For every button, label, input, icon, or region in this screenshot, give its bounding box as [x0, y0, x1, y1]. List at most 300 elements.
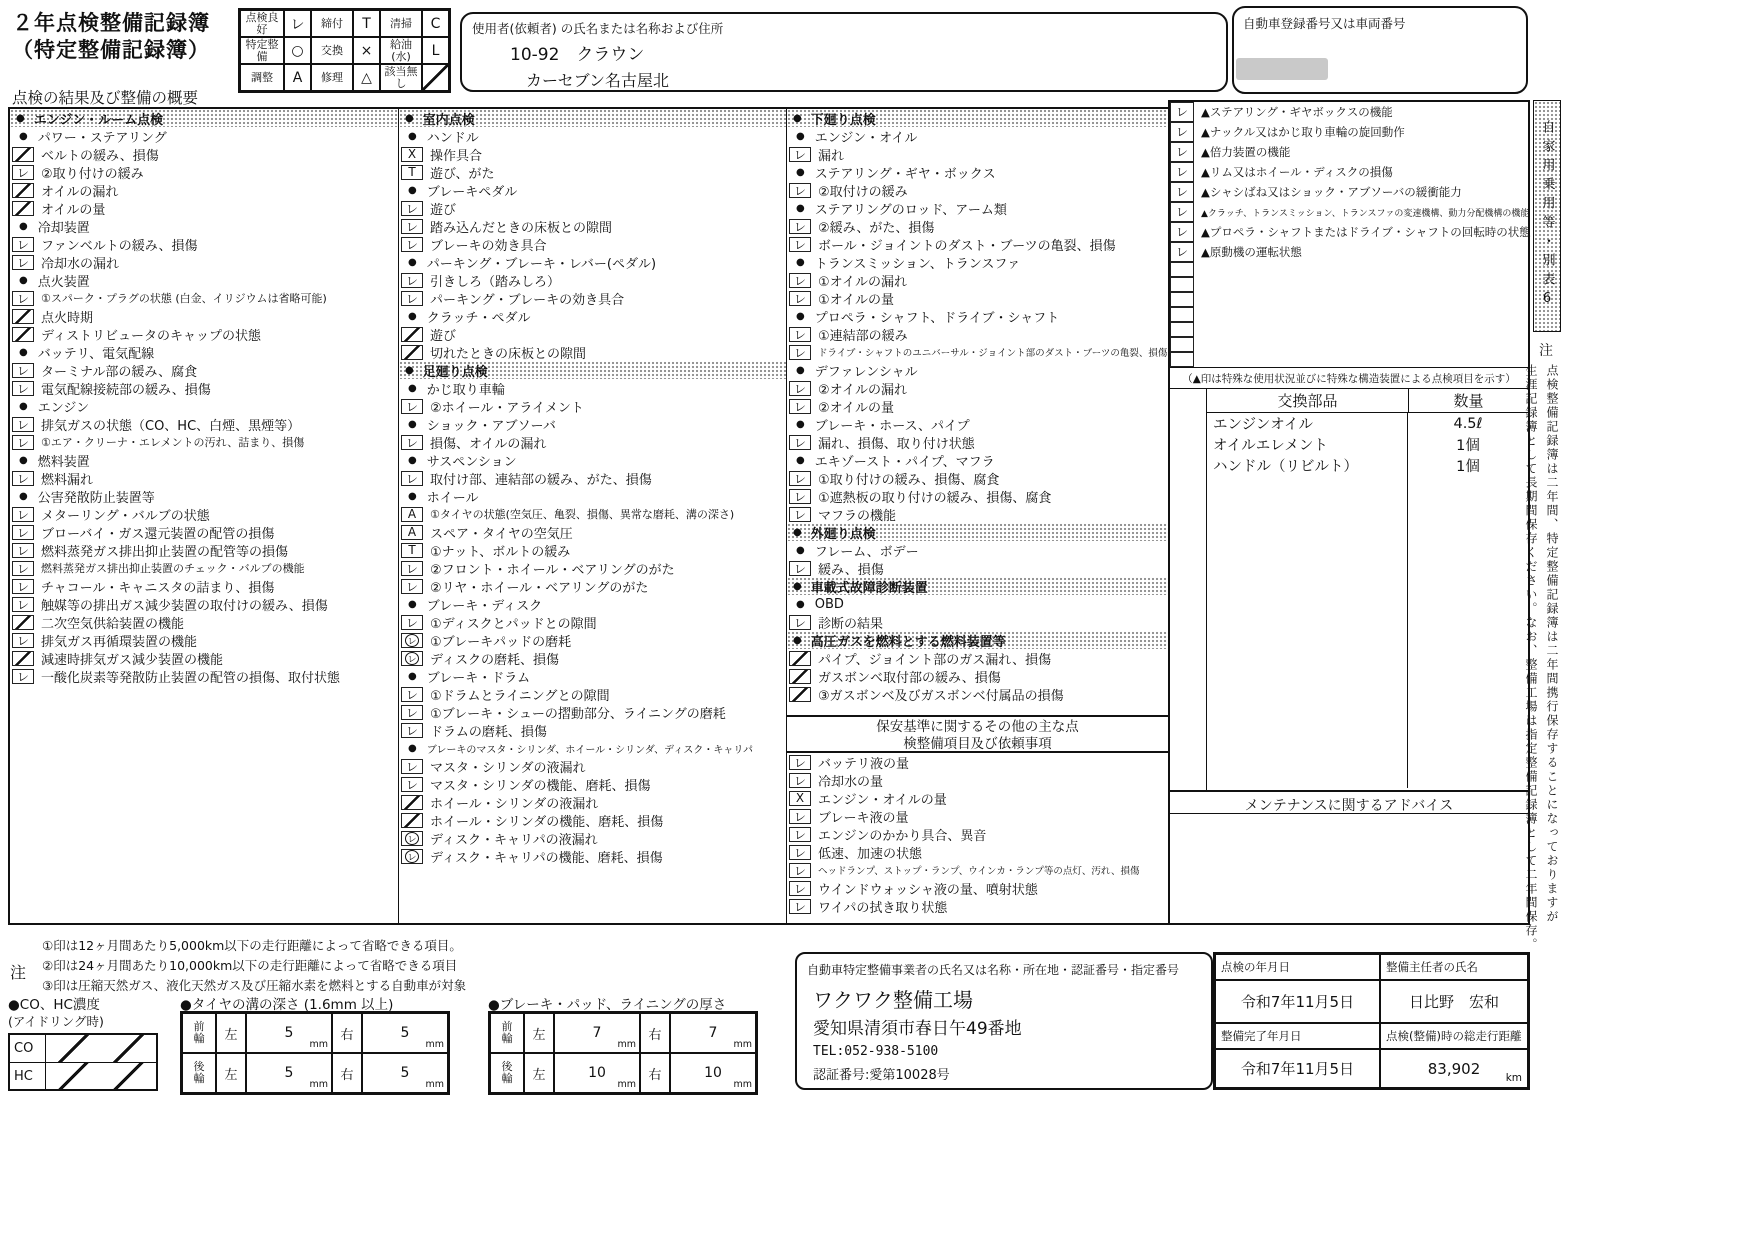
- section-header: [787, 199, 1168, 217]
- check-mark-box: レ: [12, 363, 34, 378]
- check-mark-box: レ: [12, 633, 34, 648]
- check-mark-box: レ: [12, 525, 34, 540]
- legend-label: 締付: [311, 10, 353, 37]
- measure-value: 5: [284, 1025, 294, 1041]
- bullet-icon: ●: [408, 418, 417, 430]
- inspection-item-row: [787, 181, 1168, 199]
- inspection-item-label: エンジン・オイルの量: [818, 792, 947, 808]
- inspection-item-label: ブローバイ・ガス還元装置の配管の損傷: [41, 526, 275, 542]
- check-mark-box: レ: [789, 845, 811, 860]
- bullet-icon: ●: [405, 112, 414, 124]
- check-mark-box: レ: [401, 723, 423, 738]
- circled-check-mark: レ: [405, 634, 419, 647]
- inspection-item-label: 燃料蒸発ガス排出抑止装置のチェック・バルブの機能: [41, 562, 305, 575]
- inspection-item-row: [787, 559, 1168, 577]
- major-section-header: [787, 523, 1168, 541]
- bullet-icon: ●: [16, 112, 25, 124]
- checklist-main-box: [8, 107, 1170, 925]
- parts-rows: [1207, 413, 1528, 788]
- inspection-item-row: [399, 343, 786, 361]
- section-title: ブレーキ・ドラム: [426, 670, 531, 686]
- bullet-icon: ●: [19, 274, 28, 286]
- legend-label: 給油(水): [380, 37, 422, 64]
- major-section-header: [787, 631, 1168, 649]
- bullet-icon: ●: [408, 490, 417, 502]
- inspection-item-label: 遊び: [430, 328, 457, 344]
- odometer-label: 点検(整備)時の総走行距離: [1380, 1023, 1528, 1049]
- check-mark-box: レ: [1170, 222, 1194, 242]
- inspection-item-label: ファンベルトの緩み、損傷: [41, 238, 198, 254]
- legend-label: 修理: [311, 64, 353, 91]
- bullet-icon: ●: [796, 364, 805, 376]
- check-mark-box: [1170, 307, 1194, 322]
- section-title: プロペラ・シャフト、ドライブ・シャフト: [814, 310, 1060, 326]
- registration-number-box: [1232, 6, 1528, 94]
- co-hc-row: [10, 1035, 156, 1062]
- inspection-item-label: 電気配線接続部の緩み、損傷: [41, 382, 211, 398]
- check-mark-box: T: [401, 165, 423, 180]
- inspection-item-row: [399, 325, 786, 343]
- section-title: エンジン: [37, 400, 90, 416]
- special-item-label: ▲プロペラ・シャフトまたはドライブ・シャフトの回転時の状態: [1201, 225, 1531, 239]
- inspection-item-row: [399, 685, 786, 703]
- inspection-item-label: ①スパーク・プラグの状態 (白金、イリジウムは省略可能): [41, 292, 327, 305]
- special-item-row: [1170, 222, 1531, 242]
- inspection-item-row: [10, 523, 398, 541]
- inspection-item-label: ブレーキ液の量: [818, 810, 909, 826]
- check-mark-box: レ: [789, 399, 811, 414]
- side-label: 右: [640, 1053, 670, 1093]
- check-mark-box: A: [401, 507, 423, 522]
- section-header: [399, 379, 786, 397]
- co-hc-table: [8, 1033, 158, 1091]
- parts-row: [1207, 434, 1528, 455]
- section-title: パワー・ステアリング: [37, 130, 167, 146]
- inspection-item-row: [787, 343, 1168, 361]
- shop-cert-number: 認証番号:愛第10028号: [813, 1068, 950, 1083]
- inspection-item-row: [787, 807, 1168, 825]
- section-header: [399, 253, 786, 271]
- bullet-icon: ●: [19, 346, 28, 358]
- section-header: [399, 415, 786, 433]
- special-items-box: [1168, 100, 1530, 925]
- brake-pad-table: [488, 1011, 758, 1095]
- check-mark-box: レ: [12, 255, 34, 270]
- check-mark-box: レ: [789, 507, 811, 522]
- bullet-icon: ●: [408, 598, 417, 610]
- check-mark-box: レ: [401, 615, 423, 630]
- check-mark-box: [12, 147, 34, 162]
- section-header: [787, 253, 1168, 271]
- inspection-item-label: スペア・タイヤの空気圧: [430, 526, 573, 542]
- inspection-item-label: ①ディスクとパッドとの隙間: [430, 616, 597, 632]
- inspection-item-label: ①エア・クリーナ・エレメントの汚れ、詰まり、損傷: [41, 436, 305, 449]
- section-header: [399, 451, 786, 469]
- check-mark-box: [401, 795, 423, 810]
- measure-value-cell: [246, 1013, 332, 1053]
- inspection-item-row: [399, 577, 786, 595]
- inspection-item-label: エンジンのかかり具合、異音: [818, 828, 987, 844]
- bullet-icon: ●: [796, 166, 805, 178]
- inspection-item-label: ②緩み、がた、損傷: [818, 220, 935, 236]
- check-mark-box: レ: [789, 237, 811, 252]
- bullet-icon: ●: [796, 544, 805, 556]
- section-header: [787, 595, 1168, 613]
- measure-value: 5: [284, 1065, 294, 1081]
- section-header: [399, 307, 786, 325]
- section-title: エンジン・ルーム点検: [33, 112, 164, 128]
- check-mark-box: X: [789, 791, 811, 806]
- measure-value: 10: [704, 1065, 722, 1081]
- inspection-item-row: [787, 771, 1168, 789]
- check-mark-box: レ: [789, 345, 811, 360]
- legend-mark: レ: [284, 10, 311, 37]
- inspection-item-label: 切れたときの床板との隙間: [430, 346, 587, 362]
- inspection-item-row: [399, 235, 786, 253]
- inspection-item-row: [787, 145, 1168, 163]
- legend-mark: L: [422, 37, 449, 64]
- circled-check-mark: レ: [405, 832, 419, 845]
- special-empty-row: [1170, 337, 1528, 352]
- side-label: 右: [332, 1053, 362, 1093]
- inspection-item-label: ディスクの磨耗、損傷: [430, 652, 559, 668]
- check-mark-box: [401, 633, 423, 648]
- inspection-item-row: [787, 843, 1168, 861]
- part-name: オイルエレメント: [1213, 438, 1328, 454]
- legend-mark: ○: [284, 37, 311, 64]
- section-title: ショック・アブソーバ: [426, 418, 556, 434]
- odometer-unit: km: [1505, 1072, 1522, 1084]
- user-info-label: 使用者(依頼者) の氏名または名称および住所: [472, 21, 724, 36]
- bullet-icon: ●: [796, 454, 805, 466]
- measure-value-cell: [670, 1053, 756, 1093]
- diagonal-slash: [101, 1035, 156, 1062]
- check-mark-box: レ: [789, 489, 811, 504]
- section-title: 点火装置: [37, 274, 90, 290]
- check-mark-box: レ: [401, 237, 423, 252]
- shop-address: 愛知県清須市春日午49番地: [813, 1019, 1022, 1039]
- co-hc-label: HC: [10, 1063, 46, 1089]
- circled-check-mark: レ: [405, 652, 419, 665]
- bullet-icon: ●: [796, 130, 805, 142]
- inspection-item-label: ②オイルの量: [818, 400, 895, 416]
- section-title: デファレンシャル: [814, 364, 918, 380]
- inspection-item-row: [10, 541, 398, 559]
- bullet-icon: ●: [19, 220, 28, 232]
- check-mark-box: レ: [12, 291, 34, 306]
- section-title: ホイール: [426, 490, 479, 506]
- shop-info-label: 自動車特定整備事業者の氏名又は名称・所在地・認証番号・指定番号: [807, 963, 1180, 977]
- inspection-item-row: [10, 181, 398, 199]
- triangle-note: （▲印は特殊な使用状況並びに特殊な構造装置による点検項目を示す）: [1170, 367, 1528, 389]
- inspection-item-label: ウインドウォッシャ液の量、噴射状態: [818, 882, 1038, 898]
- inspection-item-label: ①オイルの量: [818, 292, 895, 308]
- side-label: 右: [640, 1013, 670, 1053]
- odometer-value-cell: [1380, 1049, 1528, 1088]
- inspection-item-label: マスタ・シリンダの機能、磨耗、損傷: [430, 778, 651, 794]
- check-mark-box: [1170, 352, 1194, 367]
- measure-unit: mm: [425, 1079, 444, 1090]
- inspection-item-label: 緩み、損傷: [818, 562, 884, 578]
- check-mark-box: レ: [12, 597, 34, 612]
- inspection-item-label: ②ホイール・アライメント: [430, 400, 584, 416]
- bullet-icon: ●: [796, 310, 805, 322]
- check-mark-box: [1170, 292, 1194, 307]
- section-title: フレーム、ボデー: [814, 544, 919, 560]
- check-mark-box: レ: [401, 759, 423, 774]
- column-interior-undercarriage: [398, 109, 786, 923]
- inspection-item-label: ②リヤ・ホイール・ベアリングのがた: [430, 580, 649, 596]
- section-title: 外廻り点検: [810, 526, 876, 542]
- special-item-row: [1170, 182, 1528, 202]
- inspection-item-row: [10, 289, 398, 307]
- section-title: エキゾースト・パイプ、マフラ: [814, 454, 995, 470]
- check-mark-box: [12, 183, 34, 198]
- section-header: [787, 451, 1168, 469]
- inspection-item-label: 踏み込んだときの床板との隙間: [430, 220, 613, 236]
- inspection-item-label: ターミナル部の緩み、腐食: [41, 364, 198, 380]
- check-mark-box: X: [401, 147, 423, 162]
- check-mark-box: レ: [1170, 162, 1194, 182]
- check-mark-box: レ: [401, 273, 423, 288]
- check-mark-box: [1170, 337, 1194, 352]
- inspection-item-row: [10, 505, 398, 523]
- bullet-icon: ●: [796, 598, 805, 610]
- measure-value-cell: [554, 1053, 640, 1093]
- measure-value: 5: [400, 1065, 410, 1081]
- major-section-header: [787, 577, 1168, 595]
- inspection-item-row: [787, 505, 1168, 523]
- inspection-item-label: ③ガスボンベ及びガスボンベ付属品の損傷: [818, 688, 1064, 704]
- inspection-item-label: 操作具合: [430, 148, 483, 164]
- inspection-item-row: [399, 631, 786, 649]
- section-header: [399, 181, 786, 199]
- inspection-item-row: [10, 325, 398, 343]
- inspection-item-row: [10, 667, 398, 685]
- part-name: ハンドル（リビルト）: [1213, 459, 1358, 475]
- inspection-item-label: 排気ガス再循環装置の機能: [41, 634, 198, 650]
- bullet-icon: ●: [405, 364, 414, 376]
- inspection-item-label: ①遮熱板の取り付けの緩み、損傷、腐食: [818, 490, 1052, 506]
- check-mark-box: レ: [401, 399, 423, 414]
- inspection-item-label: 二次空気供給装置の機能: [41, 616, 185, 632]
- diagonal-slash: [46, 1035, 101, 1062]
- inspection-item-label: 減速時排気ガス減少装置の機能: [41, 652, 224, 668]
- inspection-item-row: [787, 433, 1168, 451]
- inspection-item-row: [787, 271, 1168, 289]
- special-items-list: [1170, 102, 1531, 367]
- check-mark-box: レ: [401, 705, 423, 720]
- check-mark-box: [401, 849, 423, 864]
- check-mark-box: レ: [789, 899, 811, 914]
- wheel-label: 前 輪: [182, 1013, 216, 1053]
- check-mark-box: レ: [401, 435, 423, 450]
- section-header: [399, 127, 786, 145]
- check-mark-box: [789, 669, 811, 684]
- bullet-icon: ●: [793, 580, 802, 592]
- check-mark-box: [401, 651, 423, 666]
- check-mark-box: [12, 201, 34, 216]
- special-item-label: ▲ナックル又はかじ取り車輪の旋回動作: [1201, 125, 1405, 139]
- bullet-icon: ●: [408, 742, 417, 754]
- section-title: ハンドル: [426, 130, 479, 146]
- inspection-item-row: [10, 253, 398, 271]
- inspection-item-label: メターリング・バルブの状態: [41, 508, 210, 524]
- inspection-item-row: [787, 289, 1168, 307]
- odometer-value: 83,902: [1427, 1059, 1481, 1078]
- bullet-icon: ●: [19, 130, 28, 142]
- inspection-item-label: オイルの量: [41, 202, 106, 218]
- inspection-item-label: ホイール・シリンダの機能、磨耗、損傷: [430, 814, 664, 830]
- inspection-item-label: ガスボンベ取付部の緩み、損傷: [818, 670, 1001, 686]
- inspection-item-row: [10, 577, 398, 595]
- bullet-icon: ●: [19, 490, 28, 502]
- inspection-item-row: [787, 613, 1168, 631]
- inspection-item-label: マスタ・シリンダの液漏れ: [430, 760, 586, 776]
- check-mark-box: [1170, 262, 1194, 277]
- inspection-item-row: [399, 199, 786, 217]
- inspection-item-label: ドラムの磨耗、損傷: [430, 724, 547, 740]
- section-header: [10, 451, 398, 469]
- bottom-note-line: ③印は圧縮天然ガス、液化天然ガス及び圧縮水素を燃料とする自動車が対象: [42, 978, 467, 993]
- check-mark-box: レ: [12, 507, 34, 522]
- inspection-item-row: [399, 433, 786, 451]
- mark-legend-table: [238, 8, 451, 93]
- user-name-value: 10-92 クラウン: [510, 45, 645, 65]
- section-title: トランスミッション、トランスファ: [814, 256, 1021, 272]
- inspection-item-row: [399, 505, 786, 523]
- inspection-item-row: [10, 631, 398, 649]
- measure-unit: mm: [733, 1039, 752, 1050]
- wheel-label: 後 輪: [182, 1053, 216, 1093]
- inspection-item-row: [787, 897, 1168, 915]
- inspection-item-row: [10, 163, 398, 181]
- inspection-item-row: [787, 235, 1168, 253]
- section-title: パーキング・ブレーキ・レバー(ペダル): [426, 256, 657, 272]
- maintenance-advice-header: メンテナンスに関するアドバイス: [1170, 790, 1528, 814]
- inspection-item-label: 点火時期: [41, 310, 94, 326]
- legend-mark: C: [422, 10, 449, 37]
- bullet-icon: ●: [793, 634, 802, 646]
- inspection-item-label: オイルの漏れ: [41, 184, 119, 200]
- overview-label: 点検の結果及び整備の概要: [12, 89, 199, 107]
- section-header: [10, 217, 398, 235]
- co-hc-crossed-value: [46, 1035, 156, 1062]
- measure-value: 7: [708, 1025, 718, 1041]
- section-header: [787, 307, 1168, 325]
- inspection-item-label: ホイール・シリンダの液漏れ: [430, 796, 599, 812]
- legend-label: 点検良好: [240, 10, 284, 37]
- check-mark-box: レ: [1170, 142, 1194, 162]
- measure-value-cell: [246, 1053, 332, 1093]
- measure-value-cell: [362, 1013, 448, 1053]
- legend-mark: ×: [353, 37, 380, 64]
- inspection-item-row: [10, 235, 398, 253]
- user-info-box: [460, 12, 1228, 92]
- bottom-note-lines: [42, 936, 466, 996]
- inspection-item-row: [787, 379, 1168, 397]
- wheel-label: 後 輪: [490, 1053, 524, 1093]
- inspection-item-row: [399, 613, 786, 631]
- section-header: [10, 343, 398, 361]
- section-title: ブレーキ・ディスク: [426, 598, 543, 614]
- measure-value-cell: [670, 1013, 756, 1053]
- inspection-item-label: ボール・ジョイントのダスト・ブーツの亀裂、損傷: [818, 238, 1116, 254]
- bullet-icon: ●: [19, 454, 28, 466]
- inspection-item-row: [399, 163, 786, 181]
- check-mark-box: レ: [401, 201, 423, 216]
- check-mark-box: レ: [1170, 242, 1194, 262]
- bullet-icon: ●: [408, 382, 417, 394]
- legend-mark: T: [353, 10, 380, 37]
- bullet-icon: ●: [408, 670, 417, 682]
- check-mark-box: レ: [789, 381, 811, 396]
- check-mark-box: レ: [789, 615, 811, 630]
- inspection-item-row: [787, 879, 1168, 897]
- legend-mark: [422, 64, 449, 91]
- check-mark-box: レ: [1170, 182, 1194, 202]
- inspection-item-label: ディスク・キャリパの液漏れ: [430, 832, 598, 848]
- inspection-item-label: マフラの機能: [818, 508, 897, 524]
- section-title: 高圧ガスを燃料とする燃料装置等: [810, 634, 1006, 650]
- section-title: ブレーキ・ホース、パイプ: [814, 418, 970, 434]
- inspection-item-label: ①連結部の緩み: [818, 328, 908, 344]
- check-mark-box: レ: [12, 165, 34, 180]
- inspection-item-label: ベルトの緩み、損傷: [41, 148, 159, 164]
- check-mark-box: [401, 831, 423, 846]
- section-title: バッテリ、電気配線: [37, 346, 155, 362]
- diagonal-slash: [101, 1063, 156, 1089]
- inspection-item-row: [399, 649, 786, 667]
- check-mark-box: A: [401, 525, 423, 540]
- complete-date-value: 令和7年11月5日: [1215, 1049, 1380, 1088]
- inspection-item-label: チャコール・キャニスタの詰まり、損傷: [41, 580, 275, 596]
- inspection-item-row: [787, 469, 1168, 487]
- inspection-item-label: 漏れ: [818, 148, 845, 164]
- check-mark-box: レ: [789, 809, 811, 824]
- inspection-item-label: 遊び: [430, 202, 457, 218]
- inspection-item-row: [399, 271, 786, 289]
- inspection-item-label: ヘッドランプ、ストップ・ランプ、ウインカ・ランプ等の点灯、汚れ、損傷: [818, 866, 1140, 877]
- inspection-item-row: [10, 469, 398, 487]
- check-mark-box: レ: [789, 561, 811, 576]
- inspection-item-row: [399, 397, 786, 415]
- check-mark-box: [401, 327, 423, 342]
- check-mark-box: レ: [12, 435, 34, 450]
- inspection-item-row: [399, 793, 786, 811]
- check-mark-box: レ: [789, 755, 811, 770]
- bullet-icon: ●: [793, 526, 802, 538]
- check-mark-box: レ: [12, 237, 34, 252]
- check-mark-box: [12, 615, 34, 630]
- inspection-item-label: ①ブレーキ・シューの摺動部分、ライニングの磨耗: [430, 706, 726, 722]
- section-title: 公害発散防止装置等: [37, 490, 155, 506]
- bullet-icon: ●: [793, 112, 802, 124]
- major-section-header: [399, 109, 786, 127]
- inspection-item-label: ディスク・キャリパの機能、磨耗、損傷: [430, 850, 663, 866]
- measure-value: 10: [588, 1065, 606, 1081]
- user-address-value: カーセブン名古屋北: [526, 71, 670, 90]
- section-header: [10, 271, 398, 289]
- special-item-row: [1170, 202, 1528, 222]
- co-hc-label: CO: [10, 1035, 46, 1062]
- check-mark-box: レ: [789, 183, 811, 198]
- section-header: [10, 487, 398, 505]
- check-mark-box: レ: [401, 777, 423, 792]
- inspection-item-row: [787, 649, 1168, 667]
- safety-standards-subheader: [787, 715, 1168, 753]
- tire-depth-table: [180, 1011, 450, 1095]
